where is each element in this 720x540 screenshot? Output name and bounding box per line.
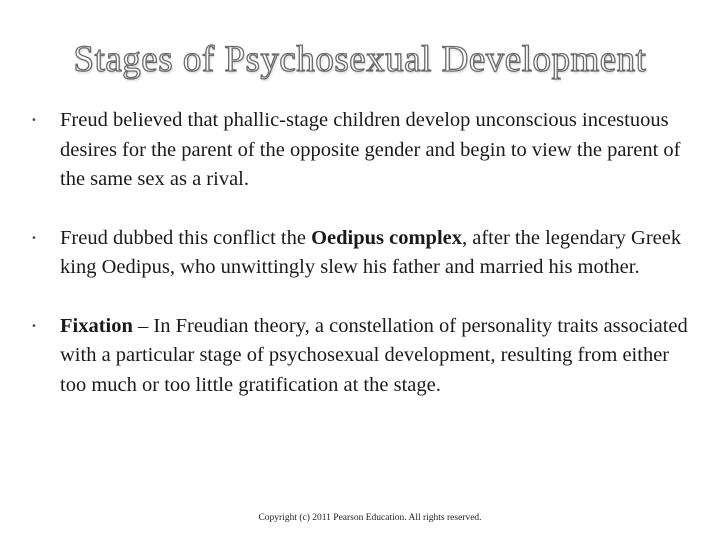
term-fixation: Fixation bbox=[60, 314, 133, 337]
bullet-text-rest: , after the legendary Greek king Oedipus, who unwittingly slew his father and married his mother. bbox=[60, 226, 682, 278]
copyright-footer: Copyright (c) 2011 Pearson Education. All rights reserved. bbox=[258, 513, 482, 523]
bullet-text-lead: Freud dubbed this conflict the bbox=[60, 226, 312, 249]
bullet-icon: • bbox=[31, 232, 37, 244]
bullet-item bbox=[0, 224, 720, 283]
bullet-text-rest: – In Freudian theory, a constellation of personality traits associated with a particular stage of psychosexual development, resulting from either too much or too little gratification at the stage. bbox=[60, 314, 688, 396]
bullet-item bbox=[0, 106, 720, 195]
bullet-list bbox=[0, 106, 720, 400]
slide-title: Stages of Psychosexual Development bbox=[73, 39, 647, 80]
term-oedipus-complex: Oedipus complex bbox=[311, 226, 462, 249]
bullet-icon: • bbox=[31, 115, 37, 126]
bullet-text: Freud believed that phallic-stage children develop unconscious incestuous desires for the parent of the opposite gender and begin to view the parent of the same sex as a rival. bbox=[60, 109, 681, 190]
bullet-item bbox=[0, 312, 720, 401]
bullet-icon: • bbox=[31, 320, 37, 332]
